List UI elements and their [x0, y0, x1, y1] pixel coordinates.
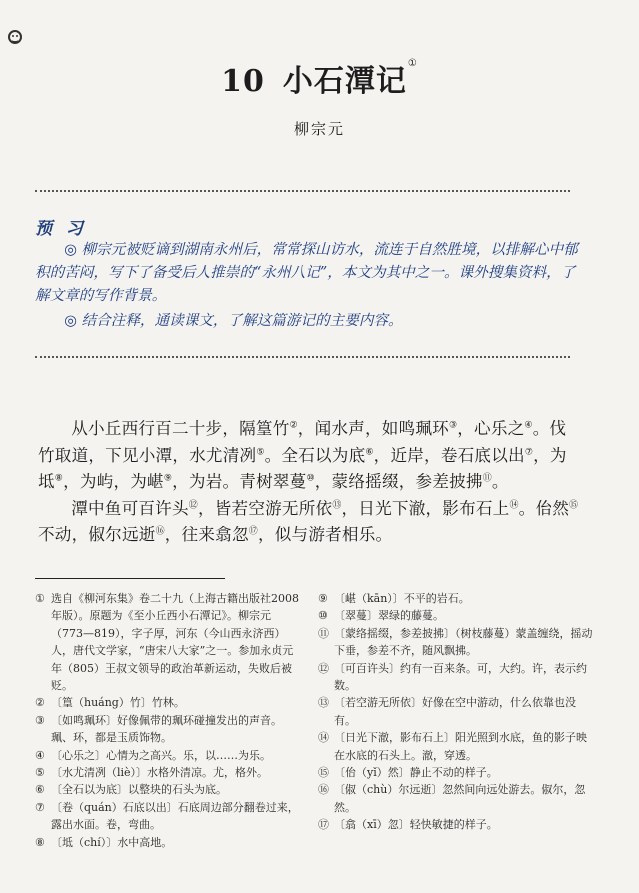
footnote-text: 〔全石以为底〕以整块的石头为底。 — [51, 783, 227, 797]
preview-heading: 预 习 — [35, 219, 87, 239]
footnote-text: 〔翕（xī）忽〕轻快敏捷的样子。 — [334, 818, 498, 832]
footnote-text: 〔翠蔓〕翠绿的藤蔓。 — [334, 609, 444, 623]
footnote-ref: ⑧ — [54, 473, 64, 484]
footnote — [35, 834, 302, 851]
lesson-title-text: 小石潭记 — [282, 64, 407, 99]
footnote — [318, 607, 593, 624]
footnote-ref: ⑮ — [569, 499, 579, 510]
footnote-text: 〔卷（quán）石底以出〕石底周边部分翻卷过来，露出水面。卷，弯曲。 — [51, 800, 299, 832]
text-segment: ，心乐之 — [457, 419, 525, 438]
footnote-number: ⑰ — [318, 818, 329, 832]
main-text — [38, 416, 583, 549]
text-segment: ，为屿，为嵁 — [63, 472, 164, 491]
footnote — [35, 764, 302, 781]
footnote — [35, 747, 302, 764]
footnote-ref: ⑨ — [163, 473, 173, 484]
footnote-text: 〔水尤清冽（liè）〕水格外清凉。尤，格外。 — [51, 766, 269, 780]
footnote — [35, 694, 302, 711]
footnote-ref: ⑦ — [524, 446, 534, 457]
footnote-ref: ⑩ — [306, 473, 315, 484]
footnote-number: ⑦ — [35, 800, 45, 814]
text-segment: ，蒙络摇缀，参差披拂 — [314, 472, 483, 491]
footnote — [318, 660, 593, 695]
footnote-text: 〔日光下澈，影布石上〕阳光照到水底，鱼的影子映在水底的石头上。澈，穿透。 — [334, 731, 587, 762]
footnote-text: 〔若空游无所依〕好像在空中游动，什么依靠也没有。 — [334, 696, 576, 727]
footnote — [318, 625, 593, 660]
lesson-number: 10 — [221, 64, 265, 99]
text-segment: ，为岩。青树翠蔓 — [172, 472, 307, 491]
footnote-ref: ⑤ — [256, 446, 265, 457]
text-paragraph — [38, 496, 583, 549]
footnote-number: ⑯ — [318, 783, 329, 797]
text-segment: 从小丘西行百二十步，隔篁竹 — [71, 419, 290, 438]
footnote-number: ④ — [35, 748, 45, 762]
footnote — [318, 764, 593, 781]
dotted-divider-bottom — [35, 356, 570, 358]
preview-item: ◎ 结合注释，通读课文，了解这篇游记的主要内容。 — [64, 312, 403, 329]
footnote-ref: ② — [289, 420, 298, 431]
text-segment: 。全石以为底 — [264, 445, 366, 465]
footnote-text: 〔俶（chù）尔远逝〕忽然间向远处游去。俶尔，忽然。 — [334, 783, 586, 814]
footnote — [318, 781, 593, 816]
footnote-number: ⑬ — [318, 696, 329, 710]
footnote-text: 〔篁（huáng）竹〕竹林。 — [51, 696, 185, 710]
text-segment: 不动，俶尔远逝 — [38, 525, 156, 544]
preview-section — [35, 238, 583, 332]
footnote-number: ⑤ — [35, 766, 45, 780]
text-segment: ，日光下澈，影布石上 — [341, 498, 510, 518]
text-segment: 。 — [491, 472, 509, 491]
text-segment: ，近岸，卷石底以出 — [373, 445, 525, 465]
footnote-ref: ⑯ — [155, 526, 165, 537]
footnote-text: 〔坻（chí）〕水中高地。 — [51, 835, 173, 849]
footnote-text: 〔可百许头〕约有一百来条。可，大约。许，表示约数。 — [334, 661, 587, 693]
text-paragraph — [38, 416, 583, 496]
preview-item: ◎ 柳宗元被贬谪到湖南永州后，常常探山访水，流连于自然胜境，以排解心中郁积的苦闷，写下了备受后人推崇的“永州八记”，本文为其中之一。课外搜集资料，了解文章的写作背景。 — [35, 241, 578, 304]
text-segment: 。佁然 — [518, 498, 570, 518]
footnote-rule — [35, 578, 225, 579]
lesson-title — [0, 56, 639, 100]
text-segment: ，往来翕忽 — [164, 525, 249, 544]
footnote-ref: ⑬ — [332, 499, 342, 510]
footnote-number: ⑮ — [318, 766, 329, 780]
footnote — [318, 816, 593, 833]
footnote — [35, 590, 302, 694]
footnote-number: ⑥ — [35, 783, 45, 797]
footnote-number: ① — [35, 592, 45, 605]
footnote-ref: ⑪ — [482, 473, 492, 484]
footnote-text: 选自《柳河东集》卷二十九（上海古籍出版社2008年版）。原题为《至小丘西小石潭记》。柳宗元（773—819），字子厚，河东（今山西永济西）人，唐代文学家，“唐宋八大家”之一。参加永贞元年（805）王叔文领导的政治革新运动，失败后被贬。 — [51, 592, 299, 693]
footnote-number: ② — [35, 696, 45, 710]
text-segment: 潭中鱼可百许头 — [71, 498, 189, 518]
dotted-divider-top — [35, 190, 570, 192]
author: 柳宗元 — [293, 120, 345, 138]
text-segment: ，皆若空游无所依 — [197, 498, 333, 518]
smiley-icon — [8, 30, 22, 44]
text-segment: 。伐竹取道，下见小潭，水尤清冽 — [38, 419, 567, 465]
footnote-ref: ⑥ — [365, 446, 374, 457]
footnote-text: 〔如鸣珮环〕好像佩带的珮环碰撞发出的声音。珮、环，都是玉质饰物。 — [51, 713, 282, 745]
footnote-text: 〔佁（yǐ）然〕静止不动的样子。 — [334, 766, 498, 780]
footnote — [35, 799, 302, 834]
text-segment: ，为坻 — [38, 445, 567, 491]
footnote-text: 〔蒙络摇缀，参差披拂〕（树枝藤蔓）蒙盖缠绕，摇动下垂，参差不齐，随风飘拂。 — [334, 626, 593, 658]
footnotes-left-column — [35, 590, 302, 851]
footnotes-right-column — [318, 590, 593, 834]
footnote — [35, 712, 302, 747]
title-footnote-mark: ① — [407, 58, 418, 69]
footnote-ref: ④ — [524, 420, 533, 431]
footnote-number: ⑧ — [35, 835, 45, 849]
footnote-number: ⑭ — [318, 731, 329, 745]
footnote — [318, 590, 593, 607]
footnote-number: ⑫ — [318, 661, 329, 675]
footnote-number: ③ — [35, 713, 45, 727]
footnote-ref: ⑫ — [188, 499, 198, 510]
footnote-number: ⑩ — [318, 609, 328, 623]
footnote — [318, 729, 593, 764]
footnote — [318, 694, 593, 729]
footnote-text: 〔心乐之〕心情为之高兴。乐，以……为乐。 — [51, 748, 271, 762]
footnote-ref: ③ — [448, 420, 458, 431]
footnote — [35, 781, 302, 798]
footnote-ref: ⑭ — [509, 499, 519, 510]
text-segment: ，闻水声，如鸣珮环 — [297, 419, 449, 438]
footnote-text: 〔嵁（kān）〕不平的岩石。 — [334, 592, 470, 605]
footnote-number: ⑨ — [318, 592, 328, 605]
footnote-ref: ⑰ — [248, 526, 258, 537]
text-segment: ，似与游者相乐。 — [257, 525, 393, 544]
footnote-number: ⑪ — [318, 626, 329, 640]
